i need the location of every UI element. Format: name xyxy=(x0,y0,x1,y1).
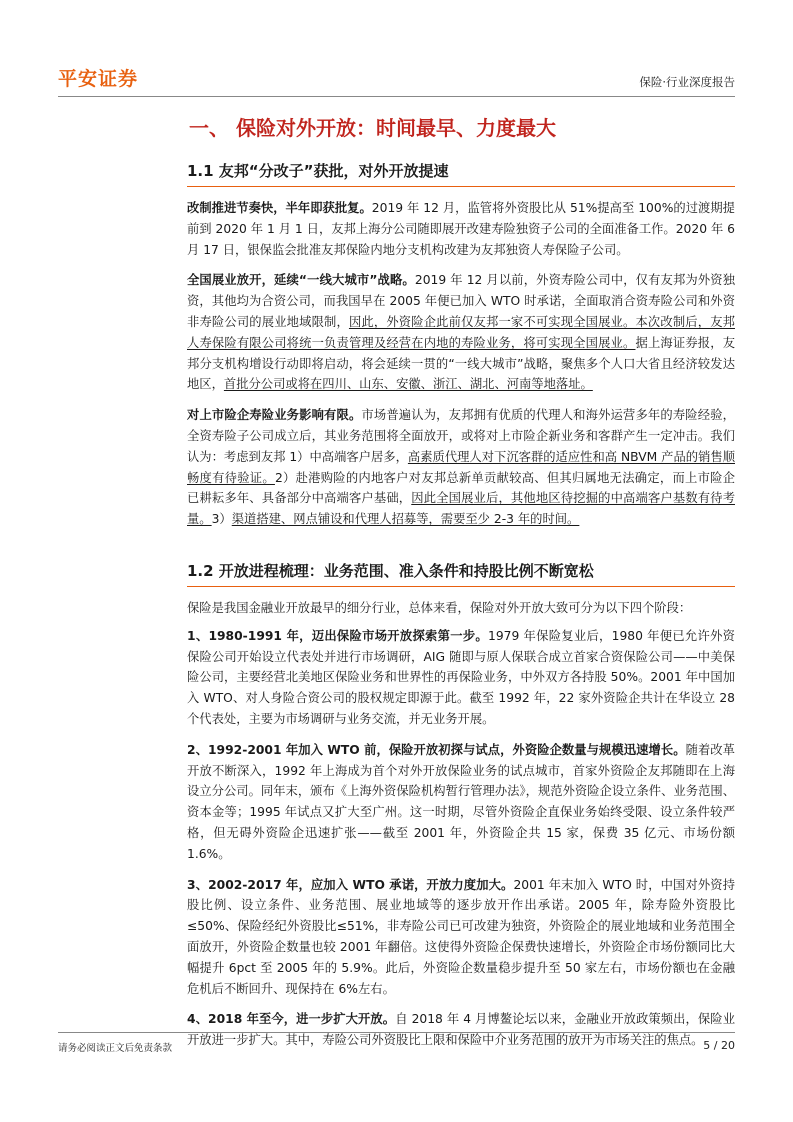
highlight-text: 高素质代理人对下沉客群的适应性和高 NBVM 产品的销售顺畅度有待验证。 xyxy=(187,449,735,485)
paragraph xyxy=(187,198,735,260)
highlight-text: 因此，外资险企此前仅友邦一家不可实现全国展业。本次改制后，友邦人寿保险有限公司将统一负责管理及经营在内地的寿险业务，将可实现全国展业。 xyxy=(187,314,735,350)
paragraph xyxy=(187,598,735,619)
paragraph-text: 2019 年 12 月以前，外资寿险公司中，仅有友邦为外资独资，其他均为合资公司，而我国早在 2005 年便已加入 WTO 时承诺，全面取消合资寿险公司和外资非寿险公司的展业地域限制， xyxy=(187,273,735,329)
subsection-title-1-2: 1.2 开放进程梳理：业务范围、准入条件和持股比例不断宽松 xyxy=(187,560,735,587)
paragraph xyxy=(187,270,735,395)
paragraph xyxy=(187,875,735,1000)
report-body xyxy=(187,112,735,1051)
paragraph-text: 1979 年保险复业后，1980 年便已允许外资保险公司开始设立代表处并进行市场调研，AIG 随即与原人保联合成立首家合资保险公司——中美保险公司，主要经营北美地区保险业务和世界性的再保险业务，中外双方各持股 50%。2001 年中国加入 WTO、对人身险合资公司的股权规定即源于此。截至 1992 年，22 家外资险企共计在华设立 28 个代表处，主要为市场调研与业务交流，并无业务开展。 xyxy=(187,628,735,726)
paragraph-lead: 2、1992-2001 年加入 WTO 前，保险开放初探与试点，外资险企数量与规模迅速增长。 xyxy=(187,742,686,757)
paragraph-lead: 全国展业放开，延续“一线大城市”战略。 xyxy=(187,273,415,288)
paragraph-text: 2001 年末加入 WTO 时，中国对外资持股比例、设立条件、业务范围、展业地域等的逐步放开作出承诺。2005 年，除寿险外资股比≤50%、保险经纪外资股比≤51%，非寿险公司已可改建为独资，外资险企的展业地域和业务范围全面放开，外资险企数量也较 2001 年翻倍。这使得外资险企保费快速增长，外资险企市场份额同比大幅提升 6pct 至 2005 年的 5.9%。此后，外资险企数量稳步提升至 50 家左右，市场份额也在金融危机后不断回升、现保持在 6%左右。 xyxy=(187,877,735,996)
paragraph-text: 3） xyxy=(211,512,232,527)
paragraph-text: 自 2018 年 4 月博鳌论坛以来，金融业开放政策频出，保险业开放进一步扩大。其中，寿险公司外资股比上限和保险中介业务范围的放开为市场关注的焦点。 xyxy=(187,1012,735,1048)
paragraph-text: 随着改革开放不断深入，1992 年上海成为首个对外开放保险业务的试点城市，首家外资险企友邦随即在上海设立分公司。同年末，颁布《上海外资保险机构暂行管理办法》，规范外资险企设立条件、业务范围、资本金等；1995 年试点又扩大至广州。这一时期，尽管外资险企直保业务始终受限、设立条件较严格，但无碍外资险企迅速扩张——截至 2001 年，外资险企共 15 家，保费 35 亿元、市场份额 1.6%。 xyxy=(187,742,735,861)
disclaimer-link: 请务必阅读正文后免责条款 xyxy=(58,1043,173,1054)
paragraph-lead: 4、2018 年至今，进一步扩大开放。 xyxy=(187,1012,396,1027)
paragraph-text: 据上海证券报，友邦分支机构增设行动即将启动，将会延续一贯的“一线大城市”战略，聚焦多个人口大省且经济较发达地区， xyxy=(187,335,735,392)
highlight-text: 首批分公司或将在四川、山东、安徽、浙江、湖北、河南等地落址。 xyxy=(223,377,593,392)
paragraph-text: 2019 年 12 月，监管将外资股比从 51%提高至 100%的过渡期提前到 2020 年 1 月 1 日，友邦上海分公司随即展开改建寿险独资子公司的全面准备工作。2020 年 6 月 17 日，银保监会批准友邦保险内地分支机构改建为友邦独资人寿保险子公司。 xyxy=(187,201,735,257)
page-footer xyxy=(58,1032,735,1054)
paragraph xyxy=(187,626,735,730)
paragraph xyxy=(187,1009,735,1051)
paragraph xyxy=(187,405,735,530)
paragraph xyxy=(187,740,735,865)
highlight-text: 渠道搭建、网点铺设和代理人招募等，需要至少 2-3 年的时间。 xyxy=(231,512,580,527)
paragraph-lead: 1、1980-1991 年，迈出保险市场开放探索第一步。 xyxy=(187,628,489,643)
paragraph-text: 2）赴港购险的内地客户对友邦总新单贡献较高、但其归属地无法确定，而上市险企已耕耘多年、具备部分中高端客户基础， xyxy=(187,470,735,506)
section-title: 一、 保险对外开放：时间最早、力度最大 xyxy=(189,116,556,140)
brand-logo: 平安证券 xyxy=(58,68,139,90)
paragraph-lead: 改制推进节奏快，半年即获批复。 xyxy=(187,201,372,215)
paragraph-lead: 对上市险企寿险业务影响有限。 xyxy=(187,408,362,423)
report-type-label: 保险·行业深度报告 xyxy=(639,75,735,89)
paragraph-text: 保险是我国金融业开放最早的细分行业，总体来看，保险对外开放大致可分为以下四个阶段： xyxy=(187,600,692,615)
highlight-text: 因此全国展业后，其他地区待挖掘的中高端客户基数有待考量。 xyxy=(187,491,735,527)
page-number: 5 / 20 xyxy=(703,1039,735,1052)
paragraph-text: 市场普遍认为，友邦拥有优质的代理人和海外运营多年的寿险经验，全资寿险子公司成立后，其业务范围将全面放开，或将对上市险企新业务和客群产生一定冲击。我们认为：考虑到友邦 1）中高端客户居多， xyxy=(187,408,735,464)
subsection-title-1-1: 1.1 友邦“分改子”获批，对外开放提速 xyxy=(187,160,735,187)
paragraph-lead: 3、2002-2017 年，应加入 WTO 承诺，开放力度加大。 xyxy=(187,877,514,892)
page-header xyxy=(58,62,735,97)
